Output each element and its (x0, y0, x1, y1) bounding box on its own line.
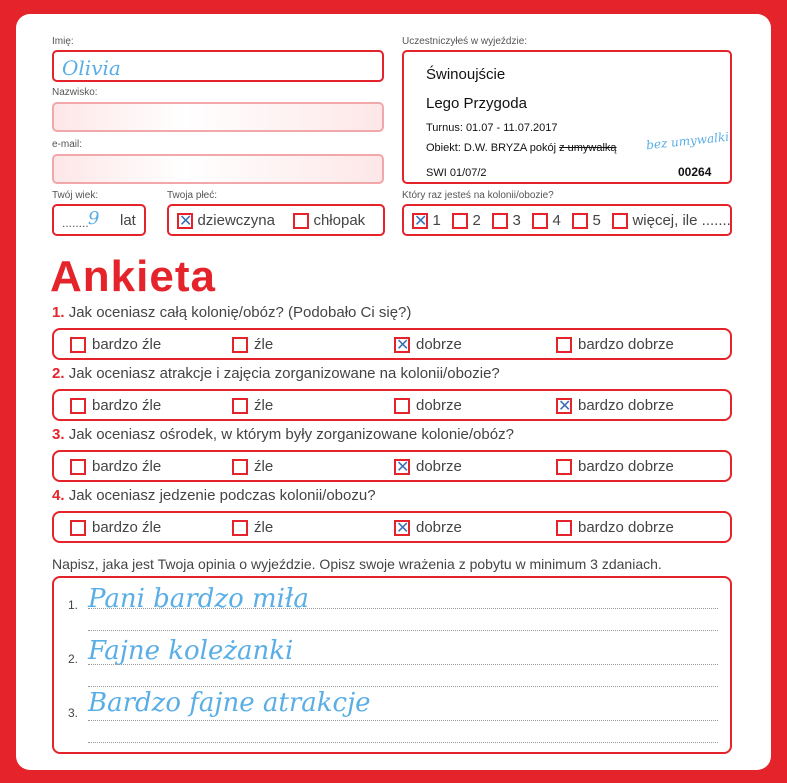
answer-option[interactable] (556, 458, 674, 476)
opinion-line-text: Fajne koleżanki (88, 636, 294, 666)
question-number: 4. (52, 487, 65, 504)
times-option-4-label: 4 (552, 212, 561, 229)
surname-field-redacted[interactable] (52, 102, 384, 132)
times-option-1[interactable] (412, 212, 441, 230)
trip-object-prefix: Obiekt: D.W. BRYZA pokój (426, 142, 557, 154)
times-option-5-label: 5 (592, 212, 601, 229)
answer-option-label: dobrze (416, 458, 462, 475)
answer-option-label: bardzo dobrze (578, 519, 674, 536)
times-checkbox-more[interactable] (612, 213, 628, 229)
survey-title: Ankieta (50, 252, 216, 301)
answer-checkbox[interactable] (70, 337, 86, 353)
answer-checkbox[interactable] (556, 337, 572, 353)
answer-option[interactable] (556, 336, 674, 354)
email-label: e-mail: (52, 139, 83, 150)
gender-female-checkbox[interactable] (177, 213, 193, 229)
answer-option-label: bardzo dobrze (578, 397, 674, 414)
trip-number: 00264 (678, 165, 712, 179)
answer-option[interactable] (232, 397, 273, 415)
trip-place: Świnoujście (426, 66, 506, 83)
times-option-3-label: 3 (512, 212, 521, 229)
answer-option-label: źle (254, 458, 274, 475)
times-option-more-label: więcej, ile ....... (632, 212, 731, 229)
answer-option[interactable] (394, 458, 462, 476)
times-field (402, 204, 732, 236)
times-option-4[interactable] (532, 212, 561, 230)
opinion-dotted-line (88, 664, 718, 665)
email-field-redacted[interactable] (52, 154, 384, 184)
gender-female-option[interactable] (177, 212, 275, 230)
answer-checkbox[interactable] (394, 459, 410, 475)
answer-checkbox[interactable] (70, 459, 86, 475)
question-label: Jak oceniasz jedzenie podczas kolonii/obozu? (68, 487, 376, 504)
question-text (52, 304, 411, 321)
answer-option-label: źle (254, 397, 274, 414)
opinion-dotted-line (88, 630, 718, 631)
times-option-more[interactable] (612, 212, 731, 230)
answer-option[interactable] (70, 336, 161, 354)
answer-option-label: bardzo źle (92, 397, 162, 414)
opinion-box[interactable] (52, 576, 732, 754)
answer-option[interactable] (70, 519, 161, 537)
age-dots: ........ (62, 216, 89, 230)
opinion-line-text: Bardzo fajne atrakcje (88, 688, 371, 718)
name-field[interactable] (52, 50, 384, 82)
question-label: Jak oceniasz atrakcje i zajęcia zorganizowane na kolonii/obozie? (68, 365, 500, 382)
surname-label: Nazwisko: (52, 87, 98, 98)
question-answer-row (52, 328, 732, 360)
times-checkbox-4[interactable] (532, 213, 548, 229)
times-option-3[interactable] (492, 212, 521, 230)
trip-object (426, 142, 617, 154)
question-number: 1. (52, 304, 65, 321)
answer-checkbox[interactable] (232, 520, 248, 536)
trip-info-box (402, 50, 732, 184)
answer-checkbox[interactable] (556, 520, 572, 536)
question-label: Jak oceniasz ośrodek, w którym były zorganizowane kolonie/obóz? (68, 426, 514, 443)
question-text (52, 426, 514, 443)
question-answer-row (52, 511, 732, 543)
answer-option[interactable] (556, 397, 674, 415)
opinion-line-number: 1. (68, 598, 79, 612)
times-checkbox-2[interactable] (452, 213, 468, 229)
gender-male-option[interactable] (293, 212, 365, 230)
trip-program: Lego Przygoda (426, 95, 527, 112)
gender-female-label: dziewczyna (197, 212, 275, 229)
answer-checkbox[interactable] (232, 337, 248, 353)
times-checkbox-1[interactable] (412, 213, 428, 229)
trip-turnus: Turnus: 01.07 - 11.07.2017 (426, 122, 558, 134)
name-label: Imię: (52, 36, 74, 47)
question-text (52, 487, 376, 504)
trip-label: Uczestniczyłeś w wyjeździe: (402, 36, 528, 47)
age-field[interactable] (52, 204, 146, 236)
answer-option-label: bardzo źle (92, 458, 162, 475)
age-label: Twój wiek: (52, 190, 99, 201)
answer-option-label: bardzo źle (92, 336, 162, 353)
opinion-dotted-line (88, 742, 718, 743)
answer-checkbox[interactable] (394, 337, 410, 353)
answer-option[interactable] (394, 397, 462, 415)
gender-field (167, 204, 385, 236)
trip-object-struck: z umywalką (559, 142, 617, 154)
answer-option-label: dobrze (416, 397, 462, 414)
answer-option-label: bardzo dobrze (578, 458, 674, 475)
gender-male-checkbox[interactable] (293, 213, 309, 229)
answer-option[interactable] (70, 397, 161, 415)
survey-sheet (16, 14, 771, 770)
answer-option[interactable] (232, 458, 273, 476)
answer-checkbox[interactable] (394, 520, 410, 536)
opinion-line-number: 3. (68, 706, 79, 720)
times-option-2[interactable] (452, 212, 481, 230)
question-label: Jak oceniasz całą kolonię/obóz? (Podobało Ci się?) (68, 304, 412, 321)
answer-option[interactable] (394, 519, 462, 537)
question-answer-row (52, 450, 732, 482)
gender-male-label: chłopak (313, 212, 366, 229)
answer-option[interactable] (394, 336, 462, 354)
times-label: Który raz jesteś na kolonii/obozie? (402, 190, 554, 201)
question-text (52, 365, 500, 382)
question-number: 2. (52, 365, 65, 382)
times-option-5[interactable] (572, 212, 601, 230)
opinion-prompt: Napisz, jaka jest Twoja opinia o wyjeździe. Opisz swoje wrażenia z pobytu w minimum 3 zdaniach. (52, 556, 662, 572)
answer-checkbox[interactable] (394, 398, 410, 414)
answer-option[interactable] (556, 519, 674, 537)
name-value: Olivia (62, 56, 121, 80)
answer-checkbox[interactable] (556, 459, 572, 475)
gender-label: Twoja płeć: (167, 190, 218, 201)
answer-option-label: źle (254, 519, 274, 536)
answer-checkbox[interactable] (232, 398, 248, 414)
question-number: 3. (52, 426, 65, 443)
trip-object-handwritten-note: bez umywalki (645, 129, 730, 153)
trip-code: SWI 01/07/2 (426, 167, 487, 179)
opinion-line-text: Pani bardzo miła (88, 584, 309, 614)
age-value: 9 (88, 208, 100, 229)
opinion-dotted-line (88, 608, 718, 609)
answer-option-label: źle (254, 336, 274, 353)
answer-checkbox[interactable] (232, 459, 248, 475)
opinion-dotted-line (88, 686, 718, 687)
opinion-dotted-line (88, 720, 718, 721)
opinion-line-number: 2. (68, 652, 79, 666)
answer-checkbox[interactable] (556, 398, 572, 414)
answer-checkbox[interactable] (70, 520, 86, 536)
answer-option-label: dobrze (416, 336, 462, 353)
answer-option[interactable] (232, 336, 273, 354)
age-unit: lat (120, 212, 136, 229)
answer-option-label: bardzo źle (92, 519, 162, 536)
answer-checkbox[interactable] (70, 398, 86, 414)
times-checkbox-3[interactable] (492, 213, 508, 229)
answer-option[interactable] (232, 519, 273, 537)
times-checkbox-5[interactable] (572, 213, 588, 229)
answer-option-label: bardzo dobrze (578, 336, 674, 353)
answer-option-label: dobrze (416, 519, 462, 536)
times-option-1-label: 1 (432, 212, 441, 229)
answer-option[interactable] (70, 458, 161, 476)
question-answer-row (52, 389, 732, 421)
times-option-2-label: 2 (472, 212, 481, 229)
